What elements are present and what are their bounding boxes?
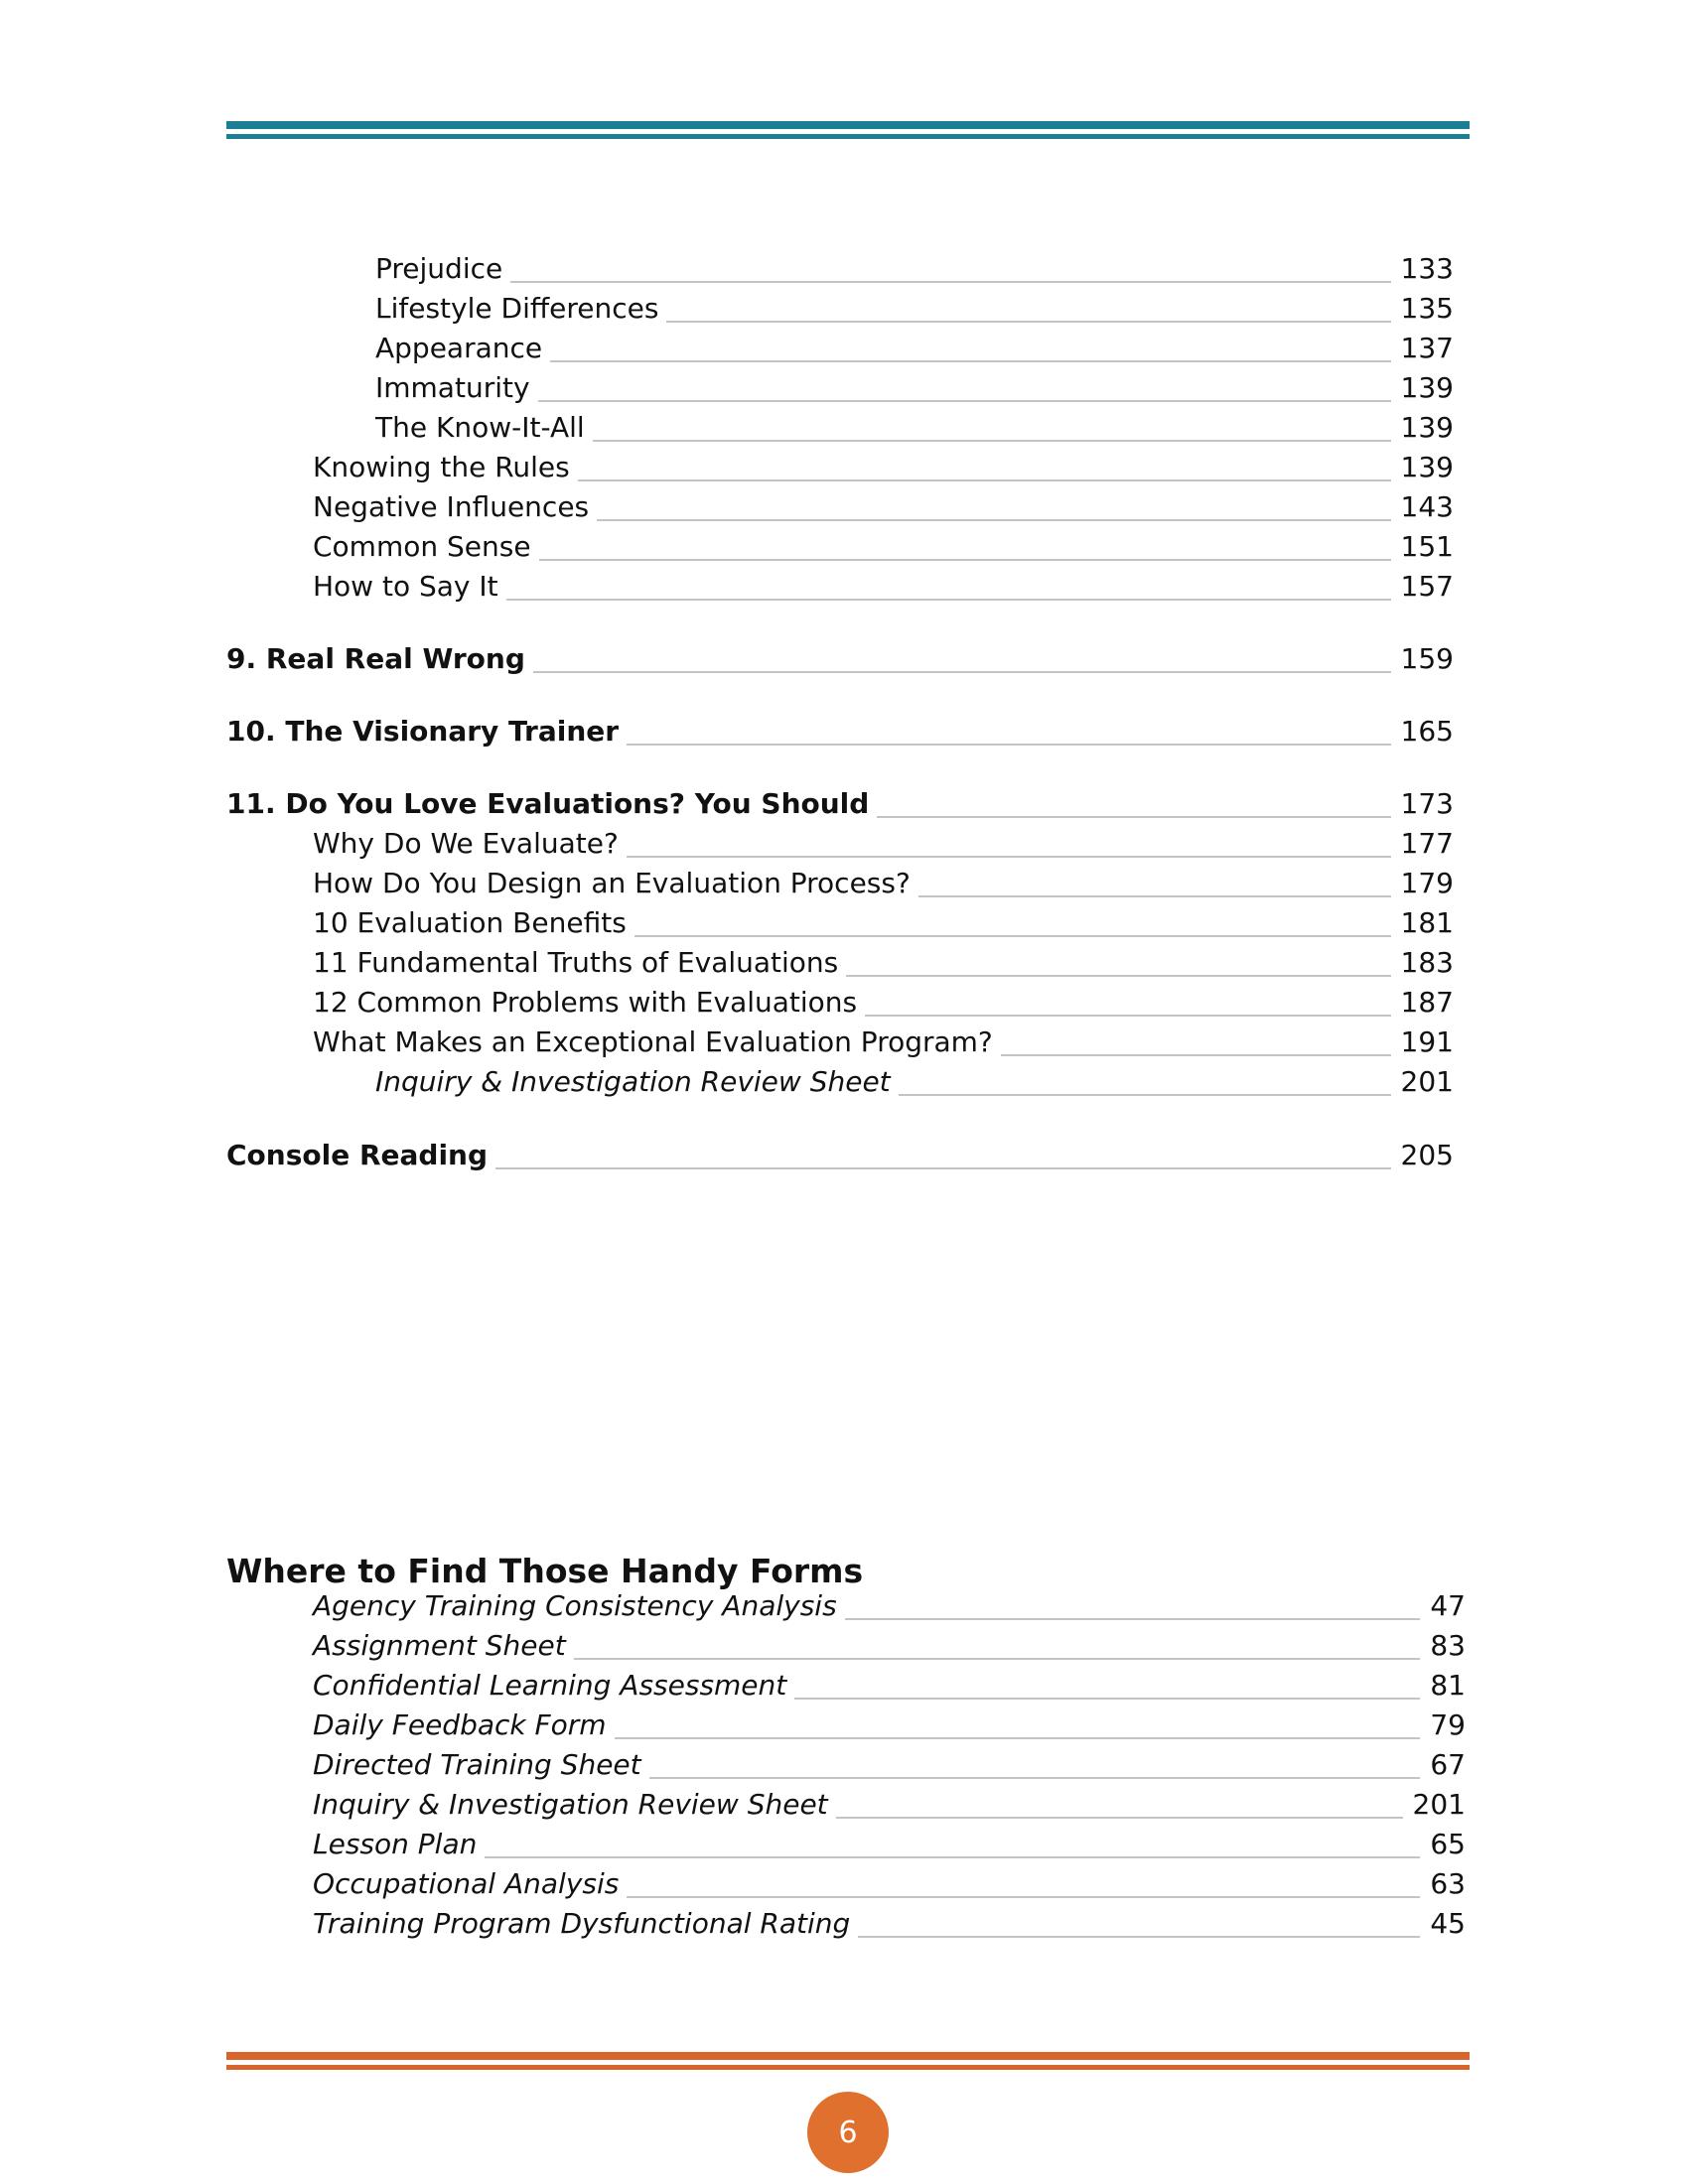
toc-entry-page: 137 [1400,332,1454,364]
form-entry-title: Inquiry & Investigation Review Sheet [313,1788,828,1821]
top-rule-thin [226,134,1470,139]
toc-entry-title: Common Sense [313,530,531,563]
form-entry-title: Lesson Plan [313,1828,478,1860]
toc-entry-page: 173 [1400,787,1454,820]
toc-entry-title: Inquiry & Investigation Review Sheet [375,1065,891,1098]
dot-leader [794,1698,1420,1700]
toc-entry-title: 11. Do You Love Evaluations? You Should [226,787,870,820]
dot-leader [574,1658,1421,1660]
toc-entry-page: 157 [1400,570,1454,603]
toc-entry-page: 139 [1400,371,1454,404]
toc-chapter[interactable] [226,1138,1454,1173]
toc-entry-title: 12 Common Problems with Evaluations [313,986,858,1019]
form-entry-page: 79 [1430,1708,1466,1741]
toc-entry[interactable] [375,370,1454,406]
dot-leader [615,1737,1421,1739]
form-entry[interactable] [313,1628,1466,1664]
dot-leader [578,479,1391,481]
dot-leader [899,1094,1391,1096]
toc-entry-page: 143 [1400,490,1454,523]
dot-leader [858,1936,1420,1938]
form-entry-title: Daily Feedback Form [313,1708,607,1741]
top-rule [226,121,1470,129]
toc-entry-title: Appearance [375,332,543,364]
toc-entry-page: 183 [1400,946,1454,979]
toc-entry-page: 139 [1400,411,1454,444]
form-entry-title: Directed Training Sheet [313,1748,641,1781]
dot-leader [1001,1054,1391,1056]
toc-chapter[interactable] [226,786,1454,822]
toc-entry-title: 10 Evaluation Benefits [313,906,627,939]
toc-entry[interactable] [313,866,1454,901]
toc-entry[interactable] [313,1024,1454,1060]
form-entry-page: 67 [1430,1748,1466,1781]
form-entry[interactable] [313,1827,1466,1862]
form-entry-page: 63 [1430,1867,1466,1900]
toc-entry-title: Lifestyle Differences [375,292,659,325]
dot-leader [865,1015,1390,1017]
dot-leader [510,281,1390,283]
form-entry-page: 83 [1430,1629,1466,1662]
form-entry-title: Assignment Sheet [313,1629,566,1662]
form-entry[interactable] [313,1866,1466,1902]
dot-leader [533,671,1391,673]
toc-entry-title: What Makes an Exceptional Evaluation Program? [313,1025,993,1058]
toc-entry[interactable] [313,529,1454,565]
toc-entry-page: 179 [1400,867,1454,899]
page-number: 6 [838,2115,858,2150]
form-entry[interactable] [313,1668,1466,1704]
dot-leader [539,559,1391,561]
dot-leader [550,360,1390,362]
toc-entry-page: 159 [1400,642,1454,675]
dot-leader [506,599,1391,601]
form-entry-page: 81 [1430,1669,1466,1702]
dot-leader [846,975,1390,977]
toc-entry-page: 151 [1400,530,1454,563]
toc-entry-page: 201 [1400,1065,1454,1098]
page-number-badge [807,2092,889,2173]
toc-entry[interactable] [375,331,1454,366]
dot-leader [877,816,1390,818]
toc-entry-title: Negative Influences [313,490,590,523]
toc-entry-page: 177 [1400,827,1454,860]
toc-entry[interactable] [375,1064,1454,1100]
bottom-rule [226,2052,1470,2060]
dot-leader [627,744,1390,746]
bottom-rule-thin [226,2065,1470,2070]
toc-entry[interactable] [313,826,1454,862]
toc-entry-page: 191 [1400,1025,1454,1058]
form-entry[interactable] [313,1588,1466,1624]
dot-leader [845,1618,1421,1620]
toc-entry[interactable] [375,410,1454,446]
toc-entry-title: Immaturity [375,371,530,404]
form-entry-page: 47 [1430,1589,1466,1622]
dot-leader [836,1817,1403,1819]
dot-leader [485,1856,1420,1858]
form-entry-title: Agency Training Consistency Analysis [313,1589,837,1622]
toc-entry-title: Console Reading [226,1139,489,1171]
form-entry-title: Occupational Analysis [313,1867,620,1900]
forms-heading: Where to Find Those Handy Forms [226,1552,864,1590]
form-entry-title: Confidential Learning Assessment [313,1669,787,1702]
toc-entry-title: 10. The Visionary Trainer [226,715,620,748]
toc-entry-page: 139 [1400,451,1454,483]
form-entry[interactable] [313,1707,1466,1743]
toc-entry-title: How to Say It [313,570,498,603]
form-entry[interactable] [313,1747,1466,1783]
dot-leader [627,1896,1420,1898]
toc-entry-title: Why Do We Evaluate? [313,827,619,860]
toc-entry-title: 11 Fundamental Truths of Evaluations [313,946,839,979]
toc-entry[interactable] [375,251,1454,287]
toc-entry-page: 181 [1400,906,1454,939]
toc-entry-page: 133 [1400,252,1454,285]
form-entry-page: 201 [1412,1788,1466,1821]
form-entry-page: 45 [1430,1907,1466,1940]
toc-entry[interactable] [313,905,1454,941]
toc-entry-title: Prejudice [375,252,503,285]
form-entry-title: Training Program Dysfunctional Rating [313,1907,851,1940]
dot-leader [495,1167,1391,1169]
form-entry[interactable] [313,1787,1466,1823]
toc-chapter[interactable] [226,641,1454,677]
toc-entry-title: How Do You Design an Evaluation Process? [313,867,911,899]
toc-chapter[interactable] [226,714,1454,750]
toc-entry[interactable] [313,569,1454,605]
form-entry-page: 65 [1430,1828,1466,1860]
dot-leader [597,519,1390,521]
toc-entry-title: 9. Real Real Wrong [226,642,525,675]
dot-leader [649,1777,1421,1779]
toc-entry-page: 187 [1400,986,1454,1019]
toc-entry[interactable] [313,985,1454,1021]
toc-entry[interactable] [313,489,1454,525]
toc-entry-title: Knowing the Rules [313,451,570,483]
dot-leader [918,895,1391,897]
toc-entry-page: 205 [1400,1139,1454,1171]
toc-entry-page: 165 [1400,715,1454,748]
toc-entry[interactable] [375,291,1454,327]
form-entry[interactable] [313,1906,1466,1942]
toc-entry-page: 135 [1400,292,1454,325]
toc-entry[interactable] [313,945,1454,981]
toc-entry[interactable] [313,450,1454,485]
dot-leader [627,856,1391,858]
dot-leader [634,935,1391,937]
dot-leader [538,400,1391,402]
dot-leader [666,321,1390,323]
toc-entry-title: The Know-It-All [375,411,585,444]
dot-leader [593,440,1391,442]
